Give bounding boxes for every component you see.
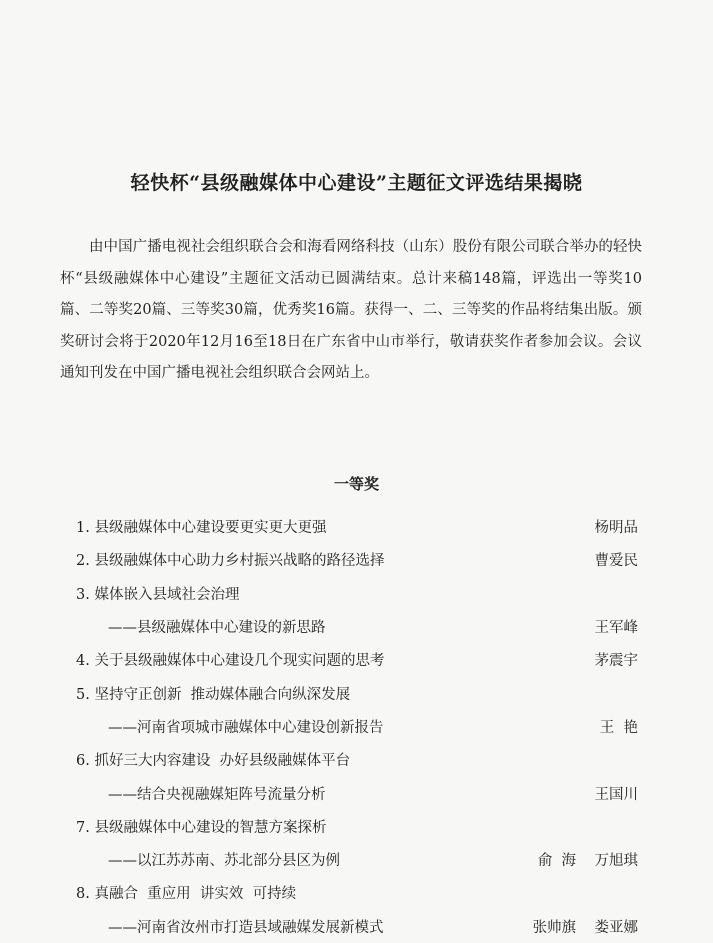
entry-title: 2. 县级融媒体中心助力乡村振兴战略的路径选择 bbox=[76, 553, 385, 570]
intro-paragraph bbox=[60, 232, 642, 390]
award-entry-subtitle bbox=[76, 776, 638, 809]
entry-author: 王国川 bbox=[594, 786, 638, 803]
entry-author: 王 艳 bbox=[599, 719, 638, 736]
entry-title: 1. 县级融媒体中心建设要更实更大更强 bbox=[76, 520, 327, 537]
award-entry bbox=[76, 543, 638, 576]
intro-text: 由中国广播电视社会组织联合会和海看网络科技（山东）股份有限公司联合举办的轻快杯“县级融媒体中心建设”主题征文活动已圆满结束。总计来稿148篇，评选出一等奖10篇、二等奖20篇、三等奖30篇，优秀奖16篇。获得一、二、三等奖的作品将结集出版。颁奖研讨会将于2020年12月16至18日在广东省中山市举行，敬请获奖作者参加会议。会议通知刊发在中国广播电视社会组织联合会网站上。 bbox=[60, 239, 642, 381]
award-entry-subtitle bbox=[76, 710, 638, 743]
entry-author: 曹爱民 bbox=[594, 553, 638, 570]
award-entry-subtitle bbox=[76, 843, 638, 876]
entry-author: 王军峰 bbox=[594, 620, 638, 637]
entry-title: 4. 关于县级融媒体中心建设几个现实问题的思考 bbox=[76, 653, 385, 670]
award-entry-subtitle bbox=[76, 910, 638, 943]
award-entry bbox=[76, 577, 638, 610]
award-entry bbox=[76, 810, 638, 843]
entry-subtitle: ——以江苏苏南、苏北部分县区为例 bbox=[108, 853, 340, 870]
entry-author: 杨明品 bbox=[594, 520, 638, 537]
entry-subtitle: ——河南省汝州市打造县域融媒发展新模式 bbox=[108, 919, 384, 936]
entry-author: 俞 海 万旭琪 bbox=[537, 853, 638, 870]
entry-author: 茅震宇 bbox=[594, 653, 638, 670]
award-entry bbox=[76, 510, 638, 543]
award-entry bbox=[76, 876, 638, 909]
award-entry bbox=[76, 743, 638, 776]
section-heading-first-prize: 一等奖 bbox=[333, 475, 379, 493]
entry-subtitle: ——县级融媒体中心建设的新思路 bbox=[108, 620, 326, 637]
article-title: 轻快杯“县级融媒体中心建设”主题征文评选结果揭晓 bbox=[130, 172, 583, 194]
entry-subtitle: ——河南省项城市融媒体中心建设创新报告 bbox=[108, 719, 384, 736]
award-entry bbox=[76, 676, 638, 709]
award-list bbox=[76, 510, 638, 943]
award-entry-subtitle bbox=[76, 610, 638, 643]
entry-title: 8. 真融合 重应用 讲实效 可持续 bbox=[76, 886, 297, 903]
entry-title: 3. 媒体嵌入县域社会治理 bbox=[76, 586, 240, 603]
award-entry bbox=[76, 643, 638, 676]
entry-title: 6. 抓好三大内容建设 办好县级融媒体平台 bbox=[76, 753, 351, 770]
entry-author: 张帅旗 娄亚娜 bbox=[532, 919, 638, 936]
entry-title: 5. 坚持守正创新 推动媒体融合向纵深发展 bbox=[76, 686, 351, 703]
entry-subtitle: ——结合央视融媒矩阵号流量分析 bbox=[108, 786, 326, 803]
entry-title: 7. 县级融媒体中心建设的智慧方案探析 bbox=[76, 819, 327, 836]
